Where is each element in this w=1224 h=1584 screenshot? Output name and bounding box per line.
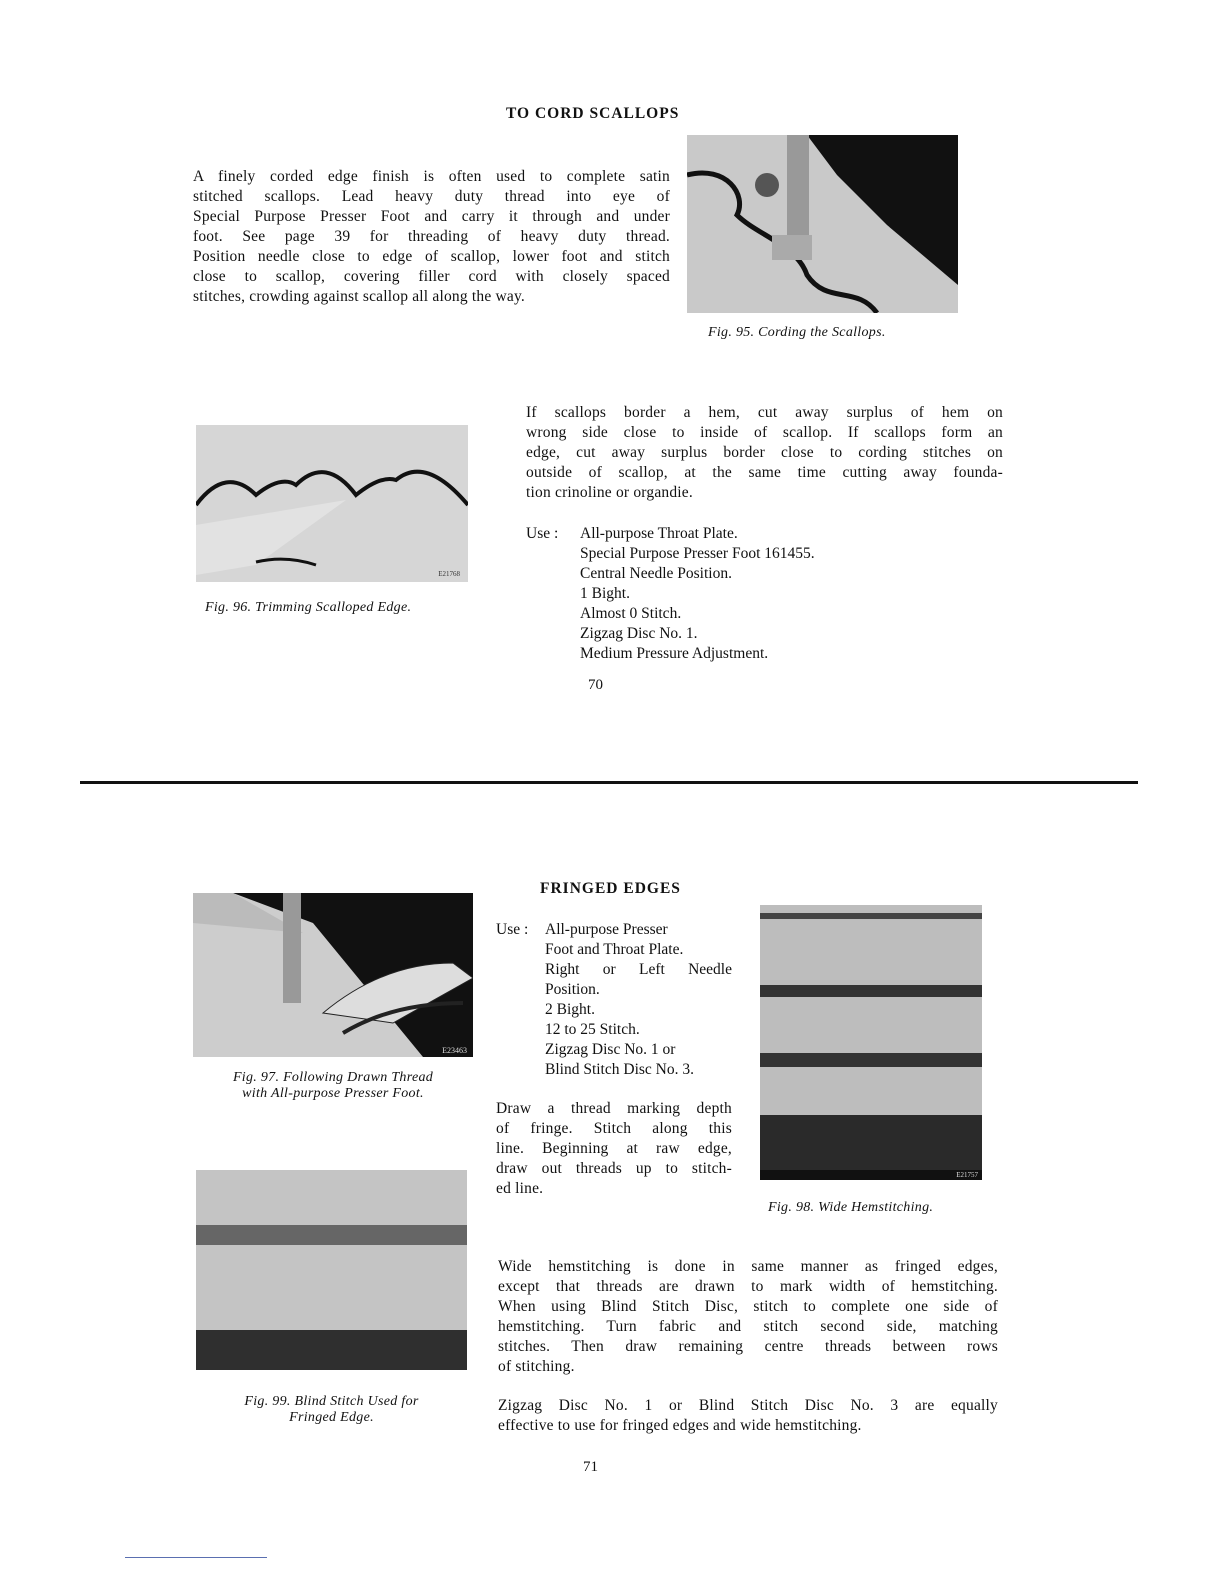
text-line: hemstitching. Turn fabric and stitch second side, matching bbox=[498, 1318, 998, 1335]
fig98-code: E21757 bbox=[956, 1171, 978, 1179]
fig95-caption: Fig. 95. Cording the Scallops. bbox=[708, 325, 886, 340]
list-item: Almost 0 Stitch. bbox=[580, 605, 682, 622]
text-line: of fringe. Stitch along this bbox=[496, 1120, 732, 1137]
page-number-70: 70 bbox=[588, 677, 603, 693]
use-label-70: Use : bbox=[526, 525, 559, 542]
text-line: stitches. Then draw remaining centre threads between rows bbox=[498, 1338, 998, 1355]
list-item: Right or Left Needle bbox=[545, 961, 732, 978]
fig99-caption bbox=[196, 1394, 467, 1426]
use-list-71 bbox=[545, 920, 732, 1080]
use-list-70 bbox=[580, 524, 815, 664]
text-line: ed line. bbox=[496, 1180, 544, 1197]
caption-line: Fig. 97. Following Drawn Thread bbox=[232, 1070, 434, 1085]
fig97-code: E23463 bbox=[442, 1046, 467, 1055]
fig98-hemstitching-photo bbox=[760, 905, 982, 1180]
text-line: Position needle close to edge of scallop, lower foot and stitch bbox=[193, 248, 670, 265]
caption-line: Fringed Edge. bbox=[289, 1410, 374, 1425]
text-line: Wide hemstitching is done in same manner as fringed edges, bbox=[498, 1258, 998, 1275]
list-item: Medium Pressure Adjustment. bbox=[580, 645, 769, 662]
section-title-fringed-edges: FRINGED EDGES bbox=[540, 880, 681, 897]
list-item: All-purpose Presser bbox=[545, 921, 668, 938]
text-line: edge, cut away surplus border close to cording stitches on bbox=[526, 444, 1003, 461]
list-item: Position. bbox=[545, 981, 600, 998]
text-line: line. Beginning at raw edge, bbox=[496, 1140, 732, 1157]
list-item: Blind Stitch Disc No. 3. bbox=[545, 1061, 694, 1078]
page-number-71: 71 bbox=[583, 1459, 598, 1475]
text-line: wrong side close to inside of scallop. If scallops form an bbox=[526, 424, 1003, 441]
text-line: foot. See page 39 for threading of heavy duty thread. bbox=[193, 228, 670, 245]
list-item: All-purpose Throat Plate. bbox=[580, 525, 738, 542]
fig96-caption: Fig. 96. Trimming Scalloped Edge. bbox=[205, 600, 412, 615]
wide-hemstitching-paragraph bbox=[498, 1257, 998, 1377]
text-line: A finely corded edge finish is often used to complete satin bbox=[193, 168, 670, 185]
text-line: stitched scallops. Lead heavy duty thread into eye of bbox=[193, 188, 670, 205]
list-item: Zigzag Disc No. 1. bbox=[580, 625, 698, 642]
list-item: Special Purpose Presser Foot 161455. bbox=[580, 545, 815, 562]
text-line: except that threads are drawn to mark width of hemstitching. bbox=[498, 1278, 998, 1295]
fig96-code: E21768 bbox=[438, 570, 460, 578]
list-item: Central Needle Position. bbox=[580, 565, 732, 582]
section-title-cord-scallops: TO CORD SCALLOPS bbox=[506, 105, 680, 122]
text-line: stitches, crowding against scallop all along the way. bbox=[193, 288, 525, 305]
intro-paragraph bbox=[193, 167, 670, 307]
use-label-71: Use : bbox=[496, 921, 529, 938]
fig98-caption: Fig. 98. Wide Hemstitching. bbox=[768, 1200, 934, 1215]
caption-line: with All-purpose Presser Foot. bbox=[242, 1086, 424, 1101]
text-line: When using Blind Stitch Disc, stitch to complete one side of bbox=[498, 1298, 998, 1315]
text-line: outside of scallop, at the same time cutting away founda- bbox=[526, 464, 1003, 481]
text-line: close to scallop, covering filler cord with closely spaced bbox=[193, 268, 670, 285]
caption-line: Fig. 99. Blind Stitch Used for bbox=[244, 1394, 419, 1409]
text-line: Zigzag Disc No. 1 or Blind Stitch Disc No. 3 are equally bbox=[498, 1397, 998, 1414]
text-line: of stitching. bbox=[498, 1358, 575, 1375]
list-item: 12 to 25 Stitch. bbox=[545, 1021, 640, 1038]
text-line: effective to use for fringed edges and wide hemstitching. bbox=[498, 1417, 862, 1434]
fig96-trimming-photo bbox=[196, 425, 468, 582]
list-item: 2 Bight. bbox=[545, 1001, 595, 1018]
fig97-caption bbox=[193, 1070, 473, 1102]
list-item: 1 Bight. bbox=[580, 585, 630, 602]
fig95-cording-photo bbox=[687, 135, 958, 313]
fig97-drawn-thread-photo bbox=[193, 893, 473, 1057]
text-line: Draw a thread marking depth bbox=[496, 1100, 732, 1117]
trim-paragraph bbox=[526, 403, 1003, 503]
zigzag-paragraph bbox=[498, 1396, 998, 1436]
text-line: If scallops border a hem, cut away surplus of hem on bbox=[526, 404, 1003, 421]
draw-thread-paragraph bbox=[496, 1099, 732, 1199]
text-line: tion crinoline or organdie. bbox=[526, 484, 693, 501]
text-line: Special Purpose Presser Foot and carry it through and under bbox=[193, 208, 670, 225]
list-item: Zigzag Disc No. 1 or bbox=[545, 1041, 676, 1058]
fig99-blind-stitch-photo bbox=[196, 1170, 467, 1370]
list-item: Foot and Throat Plate. bbox=[545, 941, 684, 958]
page-divider bbox=[80, 781, 1138, 784]
footnote-rule bbox=[125, 1557, 267, 1558]
text-line: draw out threads up to stitch- bbox=[496, 1160, 732, 1177]
